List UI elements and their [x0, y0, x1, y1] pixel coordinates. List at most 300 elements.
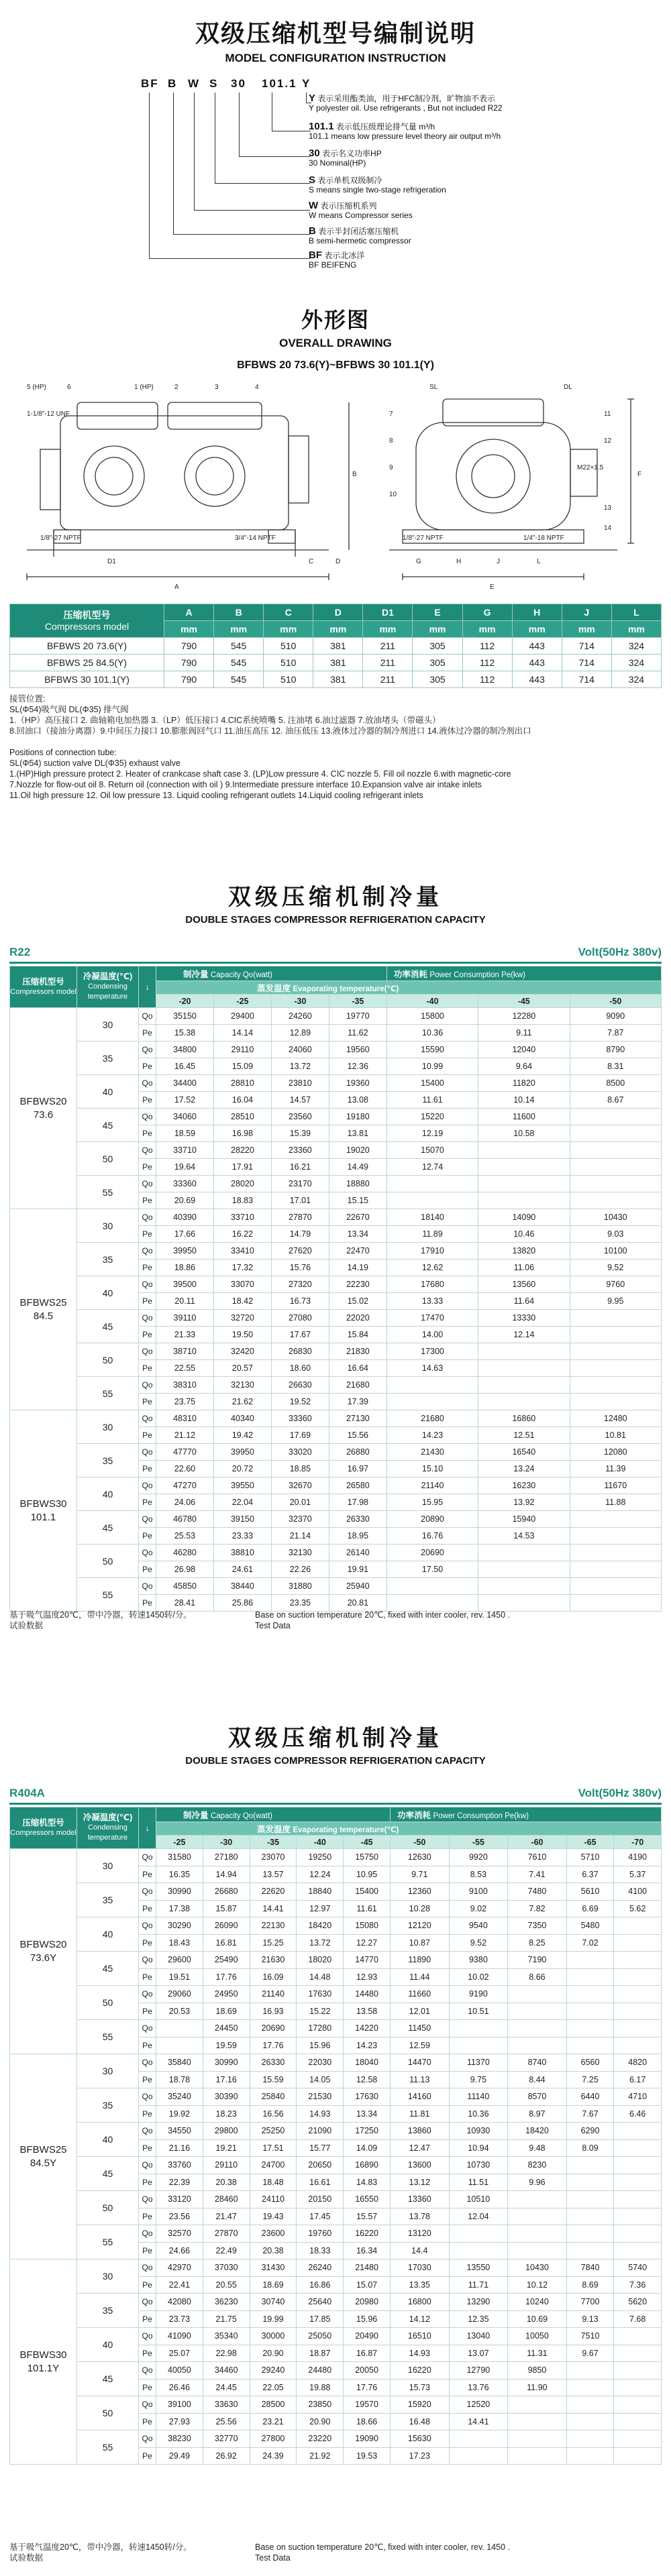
cap-value: 12630 — [390, 1849, 449, 1866]
cap-value: 25.07 — [156, 2345, 203, 2362]
cap-value: 14470 — [390, 2054, 449, 2072]
cap-value — [566, 2362, 614, 2379]
cap-value: 10430 — [570, 1209, 661, 1226]
cap-value: 33070 — [213, 1276, 271, 1293]
cap-value: 29800 — [203, 2123, 250, 2140]
cap-row-type: Qo — [139, 1276, 156, 1293]
cap-value: 17.01 — [271, 1192, 329, 1209]
cap-value: 18.59 — [156, 1125, 214, 1142]
cap-value: 11140 — [449, 2088, 508, 2106]
cap-value: 30000 — [250, 2328, 297, 2345]
cap-condensing-temp: 45 — [77, 1952, 139, 1986]
cap-value — [614, 2225, 662, 2243]
config-item-y: Y 表示采用酯类油，用于HFC制冷剂，旷物油不表示 Y polyester oil. Use refrigerants , But not included R22 — [309, 93, 503, 113]
cap-value: 15.77 — [297, 2139, 344, 2157]
cap-value: 17.91 — [213, 1159, 271, 1176]
code-s: S — [209, 77, 219, 90]
cap-value: 22.39 — [156, 2174, 203, 2191]
cap-row-type: Qo — [139, 1343, 156, 1360]
cap-value: 18880 — [329, 1176, 386, 1192]
cap-value: 11820 — [478, 1075, 570, 1092]
cap-value: 22030 — [297, 2054, 344, 2072]
cap-value — [386, 1578, 478, 1595]
cap-value: 21.12 — [156, 1427, 214, 1444]
code-bf: BF — [141, 77, 159, 90]
cap-model: BFBWS20 73.6Y — [10, 1849, 77, 2054]
cap-value — [570, 1343, 661, 1360]
cap-evap-temp: -35 — [250, 1836, 297, 1849]
cap-value — [614, 2208, 662, 2225]
cap-value: 33710 — [156, 1142, 214, 1159]
table-row — [10, 1109, 662, 1125]
cap-value — [508, 2003, 567, 2020]
cap-condensing-temp: 50 — [77, 1986, 139, 2020]
cap-value: 11.61 — [386, 1092, 478, 1109]
cap-value: 29.49 — [156, 2447, 203, 2465]
cap-value: 15.38 — [156, 1025, 214, 1042]
cap-evap-temp: -40 — [297, 1836, 344, 1849]
drawing-label: D1 — [107, 558, 116, 565]
cap-value: 38810 — [213, 1545, 271, 1561]
cap-value: 15.02 — [329, 1293, 386, 1310]
cap-condensing-temp: 35 — [77, 1444, 139, 1477]
cap-row-type: Qo — [139, 2157, 156, 2174]
drawing-label: 3/4"-14 NPTF — [235, 535, 276, 542]
cap-value: 30990 — [203, 2054, 250, 2072]
cap-condensing-temp: 30 — [77, 2054, 139, 2088]
cap-value: 15940 — [478, 1511, 570, 1528]
dim-unit: mm — [413, 621, 462, 638]
cap-value: 11450 — [390, 2020, 449, 2037]
cap-value: 15.15 — [329, 1192, 386, 1209]
dim-value: 211 — [363, 655, 413, 671]
cap-value: 12.01 — [390, 2003, 449, 2020]
cap-value: 7350 — [508, 1917, 567, 1935]
overall-drawing — [13, 376, 658, 597]
dim-value: 545 — [214, 671, 264, 688]
cap-value: 32770 — [203, 2430, 250, 2448]
cap-value: 15400 — [344, 1883, 391, 1901]
connection-note-line: 11.Oil high pressure 12. Oil low pressure 13. Liquid cooling refrigerant outlets 14.Liquid cooling refrigerant inlets — [9, 791, 423, 800]
cap-row-type: Qo — [139, 1310, 156, 1327]
cap-condensing-temp: 55 — [77, 2020, 139, 2054]
cap-value — [570, 1176, 661, 1192]
table-row — [10, 655, 662, 671]
cap-value: 20150 — [297, 2191, 344, 2208]
cap-value: 17630 — [297, 1986, 344, 2003]
cap-value: 36230 — [203, 2294, 250, 2311]
cap-value: 21140 — [250, 1986, 297, 2003]
cap-value: 15750 — [344, 1849, 391, 1866]
cap-value: 19.91 — [329, 1561, 386, 1578]
cap-value: 15.95 — [386, 1494, 478, 1511]
cap-value: 31880 — [271, 1578, 329, 1595]
cap-value — [508, 2225, 567, 2243]
cap-value: 9.95 — [570, 1293, 661, 1310]
cap-row-type: Pe — [139, 2105, 156, 2123]
cap-value: 13.35 — [390, 2276, 449, 2294]
cap-value: 10100 — [570, 1243, 661, 1259]
cap-value: 16.48 — [390, 2413, 449, 2430]
cap-value: 7.25 — [566, 2071, 614, 2088]
cap-value: 5620 — [614, 2294, 662, 2311]
cap-value: 14480 — [344, 1986, 391, 2003]
config-item-bf: BF 表示北冰洋 BF BEIFENG — [309, 249, 365, 270]
cap-value: 13.76 — [449, 2379, 508, 2396]
cap-value: 10730 — [449, 2157, 508, 2174]
cap-value — [570, 1528, 661, 1545]
cap-value: 16.56 — [250, 2105, 297, 2123]
cap-value: 7.36 — [614, 2276, 662, 2294]
cap-row-type: Pe — [139, 2310, 156, 2328]
cap-value: 19.99 — [250, 2310, 297, 2328]
cap-value — [566, 2413, 614, 2430]
cap-value: 12.27 — [344, 1934, 391, 1952]
dim-value: 545 — [214, 638, 264, 655]
cap-value — [614, 2379, 662, 2396]
cap-value: 19770 — [329, 1008, 386, 1025]
cap-row-type: Qo — [139, 1377, 156, 1394]
cap-value: 13.72 — [297, 1934, 344, 1952]
cap-value: 23.33 — [213, 1528, 271, 1545]
cap-value: 15080 — [344, 1917, 391, 1935]
cap-value: 14.93 — [390, 2345, 449, 2362]
cap-value: 11.13 — [390, 2071, 449, 2088]
dim-unit: mm — [562, 621, 611, 638]
cap-value: 18.69 — [203, 2003, 250, 2020]
cap-value: 9190 — [449, 1986, 508, 2003]
cap-value: 10930 — [449, 2123, 508, 2140]
cap-value: 16.35 — [156, 1866, 203, 1883]
cap-value: 24480 — [297, 2362, 344, 2379]
cap-value: 39950 — [213, 1444, 271, 1461]
cap-value: 7.82 — [508, 1900, 567, 1917]
cap-row-type: Pe — [139, 2276, 156, 2294]
dimension-table — [9, 604, 662, 688]
cap-value: 8570 — [508, 2088, 567, 2106]
cap-value: 7480 — [508, 1883, 567, 1901]
dim-value: 324 — [611, 671, 661, 688]
cap-evap-temp: -30 — [271, 995, 329, 1008]
cap-value: 16550 — [344, 2191, 391, 2208]
cap-value: 41090 — [156, 2328, 203, 2345]
cap-value: 13120 — [390, 2225, 449, 2243]
cap-value: 16.22 — [213, 1226, 271, 1243]
cap-row-type: Pe — [139, 2071, 156, 2088]
drawing-label: 5 (HP) — [27, 384, 46, 391]
cap-condensing-temp: 55 — [77, 2225, 139, 2259]
cap-value: 40390 — [156, 1209, 214, 1226]
cap-row-type: Qo — [139, 2328, 156, 2345]
cap-row-type: Qo — [139, 2088, 156, 2106]
cap-value: 12520 — [449, 2396, 508, 2414]
cap-value: 27080 — [271, 1310, 329, 1327]
drawing-label: F — [637, 471, 642, 478]
cap-value: 29600 — [156, 1952, 203, 1969]
cap-value: 9.11 — [478, 1025, 570, 1042]
cap-value: 16230 — [478, 1477, 570, 1494]
cap-value: 19.88 — [297, 2379, 344, 2396]
cap-value — [566, 2020, 614, 2037]
cap-value — [570, 1511, 661, 1528]
cap-value: 18.43 — [156, 1934, 203, 1952]
cap-value: 16220 — [344, 2225, 391, 2243]
cap-value: 21630 — [250, 1952, 297, 1969]
cap-value: 4100 — [614, 1883, 662, 1901]
cap-value: 19090 — [344, 2430, 391, 2448]
cap-value — [508, 2396, 567, 2414]
cap-value: 23850 — [297, 2396, 344, 2414]
cap-value: 29060 — [156, 1986, 203, 2003]
cap-row-type: Pe — [139, 1427, 156, 1444]
cap-row-type: Qo — [139, 1578, 156, 1595]
table-row — [10, 638, 662, 655]
cap-value: 8.25 — [508, 1934, 567, 1952]
cap-value: 15.96 — [297, 2037, 344, 2054]
cap-value: 9.48 — [508, 2139, 567, 2157]
cap-value: 18020 — [297, 1952, 344, 1969]
cap-value: 17.98 — [329, 1494, 386, 1511]
cap-value: 26090 — [203, 1917, 250, 1935]
cap-value: 14.00 — [386, 1327, 478, 1343]
cap-value: 20980 — [344, 2294, 391, 2311]
cap-value: 23360 — [271, 1142, 329, 1159]
cap-value — [449, 2447, 508, 2465]
config-item-w: W 表示压缩机系列 W means Compressor series — [309, 200, 413, 220]
cap-value: 16890 — [344, 2157, 391, 2174]
cap-value — [478, 1377, 570, 1394]
cap-value: 24.61 — [213, 1561, 271, 1578]
cap-value — [570, 1109, 661, 1125]
cap-value: 8500 — [570, 1075, 661, 1092]
cap-value — [570, 1192, 661, 1209]
cap-value: 13.57 — [250, 1866, 297, 1883]
cap-value — [614, 2396, 662, 2414]
cap-value: 33360 — [156, 1176, 214, 1192]
cap-value: 17030 — [390, 2259, 449, 2277]
cap-evap-temp: -45 — [478, 995, 570, 1008]
drawing-label: G — [416, 558, 421, 565]
cap-value: 15800 — [386, 1008, 478, 1025]
cap-header-model: 压缩机型号 Compressors model — [10, 966, 77, 1008]
cap-row-type: Qo — [139, 1545, 156, 1561]
drawing-label: 13 — [604, 504, 612, 512]
cap-condensing-temp: 30 — [77, 1410, 139, 1444]
dim-header-col: J — [562, 604, 611, 621]
table-row — [10, 1209, 662, 1226]
cap-value: 17250 — [344, 2123, 391, 2140]
cap-value: 15.10 — [386, 1461, 478, 1477]
connection-note-line: 7.Nozzle for flow-out oil 8. Return oil (connection with oil ) 9.Intermediate pressure interface 10.Expansion valve air intake inlets — [9, 780, 482, 789]
cap-value — [508, 2430, 567, 2448]
cap-value: 38710 — [156, 1343, 214, 1360]
cap-value: 17.32 — [213, 1259, 271, 1276]
dim-value: 510 — [264, 638, 313, 655]
cap-value: 39500 — [156, 1276, 214, 1293]
cap-value: 8790 — [570, 1042, 661, 1058]
cap-value: 31430 — [250, 2259, 297, 2277]
cap-value: 40050 — [156, 2362, 203, 2379]
r22-subtitle: DOUBLE STAGES COMPRESSOR REFRIGERATION CAPACITY — [185, 914, 486, 926]
table-row — [10, 1377, 662, 1394]
cap-value: 23.73 — [156, 2310, 203, 2328]
cap-value: 32670 — [271, 1477, 329, 1494]
cap-value: 12790 — [449, 2362, 508, 2379]
cap-condensing-temp: 40 — [77, 1477, 139, 1511]
cap-evap-temp: -30 — [203, 1836, 250, 1849]
cap-value: 20.11 — [156, 1293, 214, 1310]
cap-value: 18140 — [386, 1209, 478, 1226]
cap-value: 12.04 — [449, 2208, 508, 2225]
r404-section — [0, 1720, 671, 1767]
cap-row-type: Qo — [139, 2396, 156, 2414]
dim-value: 545 — [214, 655, 264, 671]
table-row — [10, 2225, 662, 2243]
cap-value: 29400 — [213, 1008, 271, 1025]
cap-value: 7.41 — [508, 1866, 567, 1883]
cap-value: 9760 — [570, 1276, 661, 1293]
cap-value: 42080 — [156, 2294, 203, 2311]
cap-value: 27870 — [203, 2225, 250, 2243]
cap-value: 14.23 — [386, 1427, 478, 1444]
cap-value: 19.53 — [344, 2447, 391, 2465]
cap-value: 17280 — [297, 2020, 344, 2037]
dim-value: 305 — [413, 638, 462, 655]
r404-volt-label: Volt(50Hz 380v) — [578, 1787, 662, 1799]
cap-value: 11.71 — [449, 2276, 508, 2294]
table-row — [10, 2123, 662, 2140]
cap-value: 25250 — [250, 2123, 297, 2140]
cap-value: 19.42 — [213, 1427, 271, 1444]
cap-value — [478, 1578, 570, 1595]
cap-value: 15.59 — [250, 2071, 297, 2088]
cap-value: 9.96 — [508, 2174, 567, 2191]
dim-unit: mm — [611, 621, 661, 638]
cap-value: 21090 — [297, 2123, 344, 2140]
cap-value: 14.57 — [271, 1092, 329, 1109]
table-row — [10, 2020, 662, 2037]
r404-subtitle: DOUBLE STAGES COMPRESSOR REFRIGERATION CAPACITY — [185, 1755, 486, 1767]
table-row — [10, 1008, 662, 1025]
cap-value — [614, 1917, 662, 1935]
connection-note-line: Positions of connection tube: — [9, 748, 117, 757]
cap-value: 15.87 — [203, 1900, 250, 1917]
dim-unit: mm — [462, 621, 512, 638]
cap-value: 8.97 — [508, 2105, 567, 2123]
cap-value: 7190 — [508, 1952, 567, 1969]
table-row — [10, 2157, 662, 2174]
code-b: B — [168, 77, 178, 90]
cap-value — [614, 2447, 662, 2465]
cap-row-type: Pe — [139, 1226, 156, 1243]
cap-value: 10.14 — [478, 1092, 570, 1109]
cap-value — [570, 1360, 661, 1377]
drawing-subtitle: OVERALL DRAWING — [279, 337, 392, 349]
r22-title: 双级压缩机制冷量 — [228, 885, 443, 910]
drawing-label: M22×1.5 — [577, 464, 604, 471]
cap-value — [566, 2396, 614, 2414]
dim-unit: mm — [264, 621, 313, 638]
cap-condensing-temp: 45 — [77, 2157, 139, 2191]
cap-value: 24700 — [250, 2157, 297, 2174]
cap-value: 9.52 — [449, 1934, 508, 1952]
cap-value: 20.72 — [213, 1461, 271, 1477]
dim-value: 324 — [611, 638, 661, 655]
table-row — [10, 2259, 662, 2277]
cap-condensing-temp: 30 — [77, 2259, 139, 2294]
cap-condensing-temp: 40 — [77, 1917, 139, 1952]
dim-value: 790 — [164, 671, 214, 688]
drawing-label: DL — [564, 384, 572, 391]
cap-row-type: Pe — [139, 1528, 156, 1545]
cap-value: 6290 — [566, 2123, 614, 2140]
cap-evap-temp: -60 — [508, 1836, 567, 1849]
cap-value: 26330 — [250, 2054, 297, 2072]
cap-value: 13600 — [390, 2157, 449, 2174]
cap-value: 8.09 — [566, 2139, 614, 2157]
cap-value: 20.38 — [250, 2242, 297, 2259]
cap-value: 18.33 — [297, 2242, 344, 2259]
cap-value: 15.39 — [271, 1125, 329, 1142]
cap-model: BFBWS30 101.1Y — [10, 2259, 77, 2465]
r22-volt-label: Volt(50Hz 380v) — [578, 946, 662, 958]
cap-value: 46780 — [156, 1511, 214, 1528]
config-title: 双级压缩机型号编制说明 — [195, 19, 476, 47]
cap-value: 10240 — [508, 2294, 567, 2311]
cap-value: 11670 — [570, 1477, 661, 1494]
r22-footnote-cn: 基于吸气温度20℃，带中冷器，转速1450转/分。 试验数据 — [9, 1610, 192, 1630]
cap-value — [478, 1142, 570, 1159]
cap-value: 15.76 — [271, 1259, 329, 1276]
drawing-label: 7 — [389, 410, 393, 418]
cap-row-type: Pe — [139, 2139, 156, 2157]
cap-row-type: Qo — [139, 1986, 156, 2003]
cap-value: 13.33 — [386, 1293, 478, 1310]
drawing-label: 1/8"-27 NPTF — [403, 535, 444, 542]
cap-value: 16.09 — [250, 1968, 297, 1986]
cap-value: 24950 — [203, 1986, 250, 2003]
connection-note-line: 8.回油口（接油分离器）9.中间压力接口 10.膨胀阀回气口 11.油压高压 12. 油压低压 13.液体过冷器的制冷剂进口 14.液体过冷器的制冷剂出口 — [9, 726, 531, 736]
cap-row-type: Pe — [139, 1900, 156, 1917]
cap-value: 23220 — [297, 2430, 344, 2448]
cap-row-type: Pe — [139, 1293, 156, 1310]
cap-row-type: Pe — [139, 2003, 156, 2020]
cap-value: 21830 — [329, 1343, 386, 1360]
cap-row-type: Qo — [139, 1410, 156, 1427]
cap-value: 8.53 — [449, 1866, 508, 1883]
table-row — [10, 1243, 662, 1259]
cap-evap-temp: -65 — [566, 1836, 614, 1849]
dim-header-col: D — [313, 604, 363, 621]
cap-value: 25490 — [203, 1952, 250, 1969]
cap-value: 8.44 — [508, 2071, 567, 2088]
cap-value: 23600 — [250, 2225, 297, 2243]
cap-value: 6.69 — [566, 1900, 614, 1917]
cap-value: 27130 — [329, 1410, 386, 1427]
dim-header-col: H — [512, 604, 562, 621]
cap-condensing-temp: 55 — [77, 1176, 139, 1209]
cap-value — [570, 1377, 661, 1394]
dim-header-model: 压缩机型号 Compressors model — [10, 604, 164, 638]
cap-value: 11.88 — [570, 1494, 661, 1511]
cap-value: 6440 — [566, 2088, 614, 2106]
cap-value: 25.86 — [213, 1595, 271, 1612]
cap-value: 15630 — [390, 2430, 449, 2448]
cap-value: 17.85 — [297, 2310, 344, 2328]
cap-condensing-temp: 45 — [77, 1310, 139, 1343]
cap-row-type: Pe — [139, 1866, 156, 1883]
cap-value: 24.45 — [203, 2379, 250, 2396]
